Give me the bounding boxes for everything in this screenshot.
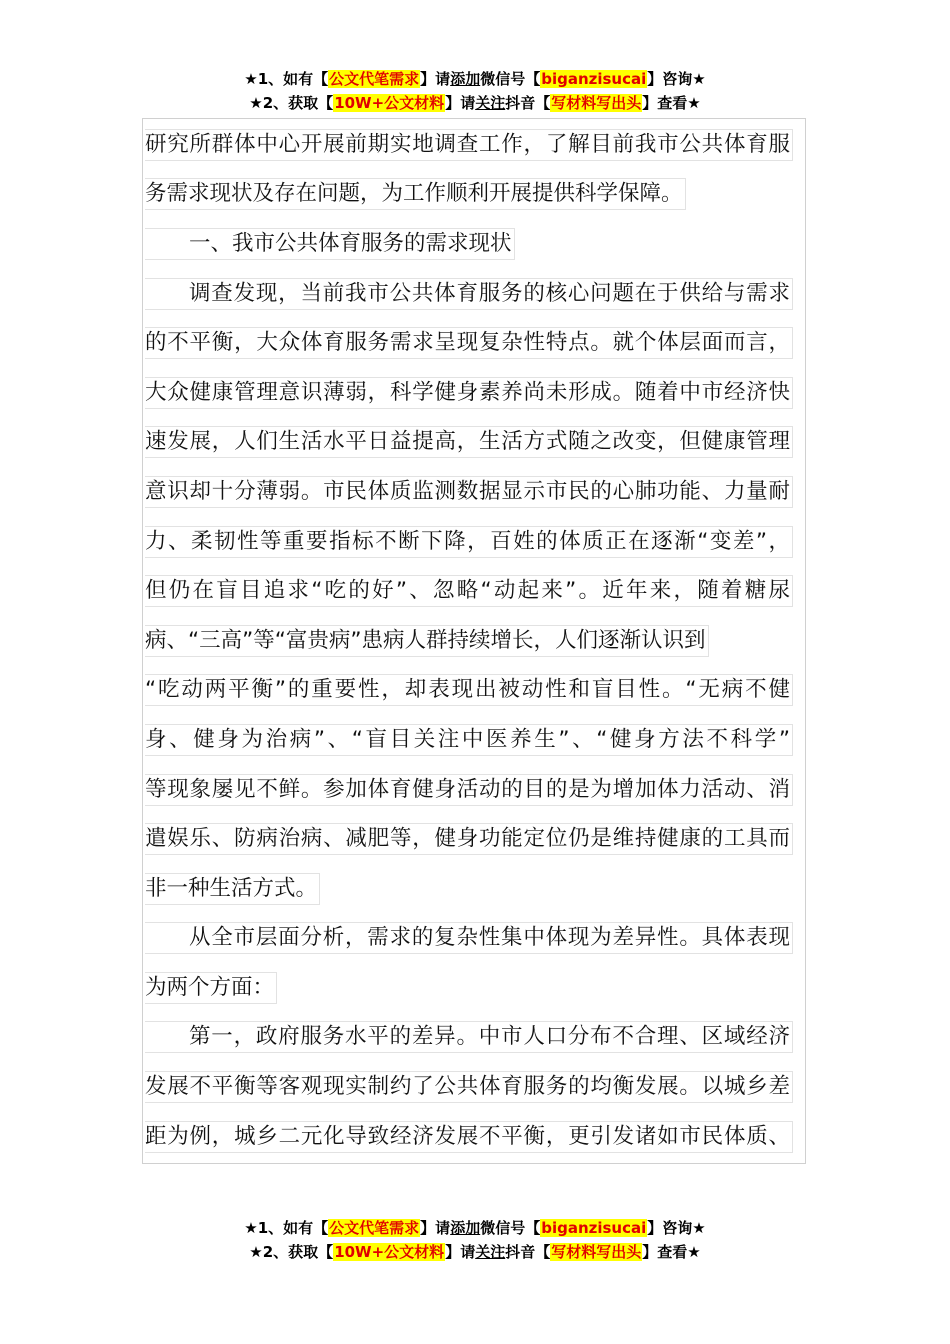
text-line: 距为例，城乡二元化导致经济发展不平衡，更引发诸如市民体质、 <box>145 1112 795 1162</box>
banner-text: ★2、获取【 <box>249 1243 334 1261</box>
banner-text: ★2、获取【 <box>249 94 334 112</box>
banner-text: 】请 <box>420 1219 451 1237</box>
text-line: 从全市层面分析，需求的复杂性集中体现为差异性。具体表现 <box>145 914 795 964</box>
text-line: 研究所群体中心开展前期实地调查工作，了解目前我市公共体育服 <box>145 120 795 170</box>
text-line: “吃动两平衡”的重要性，却表现出被动性和盲目性。“无病不健 <box>145 666 795 716</box>
banner-highlight: 公文代笔需求 <box>329 70 420 88</box>
text-line: 但仍在盲目追求“吃的好”、忽略“动起来”。近年来，随着糖尿 <box>145 566 795 616</box>
footer-banner <box>0 1216 950 1264</box>
text-line: 病、“三高”等“富贵病”患病人群持续增长，人们逐渐认识到 <box>145 616 795 666</box>
banner-highlight: biganzisucai <box>541 70 647 88</box>
banner-underline: 关注 <box>475 1243 506 1261</box>
text-line: 务需求现状及存在问题，为工作顺利开展提供科学保障。 <box>145 170 795 220</box>
text-line: 遣娱乐、防病治病、减肥等，健身功能定位仍是维持健康的工具而 <box>145 814 795 864</box>
banner-highlight: 写材料写出头 <box>551 94 642 112</box>
banner-underline: 添加 <box>450 1219 481 1237</box>
banner-text: ★1、如有【 <box>244 70 329 88</box>
text-line: 等现象屡见不鲜。参加体育健身活动的目的是为增加体力活动、消 <box>145 765 795 815</box>
banner-text: 微信号【 <box>480 70 541 88</box>
banner-text: 】咨询★ <box>647 70 706 88</box>
text-line: 力、柔韧性等重要指标不断下降，百姓的体质正在逐渐“变差”， <box>145 517 795 567</box>
banner-text: 抖音【 <box>505 94 551 112</box>
banner-text: 】查看★ <box>642 1243 701 1261</box>
banner-highlight: 写材料写出头 <box>551 1243 642 1261</box>
banner-text: ★1、如有【 <box>244 1219 329 1237</box>
banner-text: 微信号【 <box>480 1219 541 1237</box>
banner-text: 抖音【 <box>505 1243 551 1261</box>
banner-line-2 <box>0 91 950 115</box>
banner-highlight: 10W+公文材料 <box>334 94 445 112</box>
section-heading: 一、我市公共体育服务的需求现状 <box>145 219 795 269</box>
text-line: 发展不平衡等客观现实制约了公共体育服务的均衡发展。以城乡差 <box>145 1062 795 1112</box>
text-line: 意识却十分薄弱。市民体质监测数据显示市民的心肺功能、力量耐 <box>145 467 795 517</box>
banner-text: 】请 <box>445 94 476 112</box>
banner-text: 】查看★ <box>642 94 701 112</box>
banner-text: 】请 <box>420 70 451 88</box>
banner-highlight: 10W+公文材料 <box>334 1243 445 1261</box>
banner-highlight: biganzisucai <box>541 1219 647 1237</box>
text-line: 速发展，人们生活水平日益提高，生活方式随之改变，但健康管理 <box>145 418 795 468</box>
banner-highlight: 公文代笔需求 <box>329 1219 420 1237</box>
text-line: 非一种生活方式。 <box>145 864 795 914</box>
banner-line-1 <box>0 1216 950 1240</box>
header-banner <box>0 67 950 115</box>
text-line: 第一，政府服务水平的差异。中市人口分布不合理、区域经济 <box>145 1013 795 1063</box>
banner-text: 】咨询★ <box>647 1219 706 1237</box>
banner-line-1 <box>0 67 950 91</box>
text-line: 身、健身为治病”、“盲目关注中医养生”、“健身方法不科学” <box>145 715 795 765</box>
text-line: 为两个方面： <box>145 963 795 1013</box>
text-line: 大众健康管理意识薄弱，科学健身素养尚未形成。随着中市经济快 <box>145 368 795 418</box>
document-body <box>145 120 795 1161</box>
banner-underline: 添加 <box>450 70 481 88</box>
text-line: 调查发现，当前我市公共体育服务的核心问题在于供给与需求 <box>145 269 795 319</box>
banner-underline: 关注 <box>475 94 506 112</box>
text-line: 的不平衡，大众体育服务需求呈现复杂性特点。就个体层面而言， <box>145 318 795 368</box>
banner-text: 】请 <box>445 1243 476 1261</box>
banner-line-2 <box>0 1240 950 1264</box>
